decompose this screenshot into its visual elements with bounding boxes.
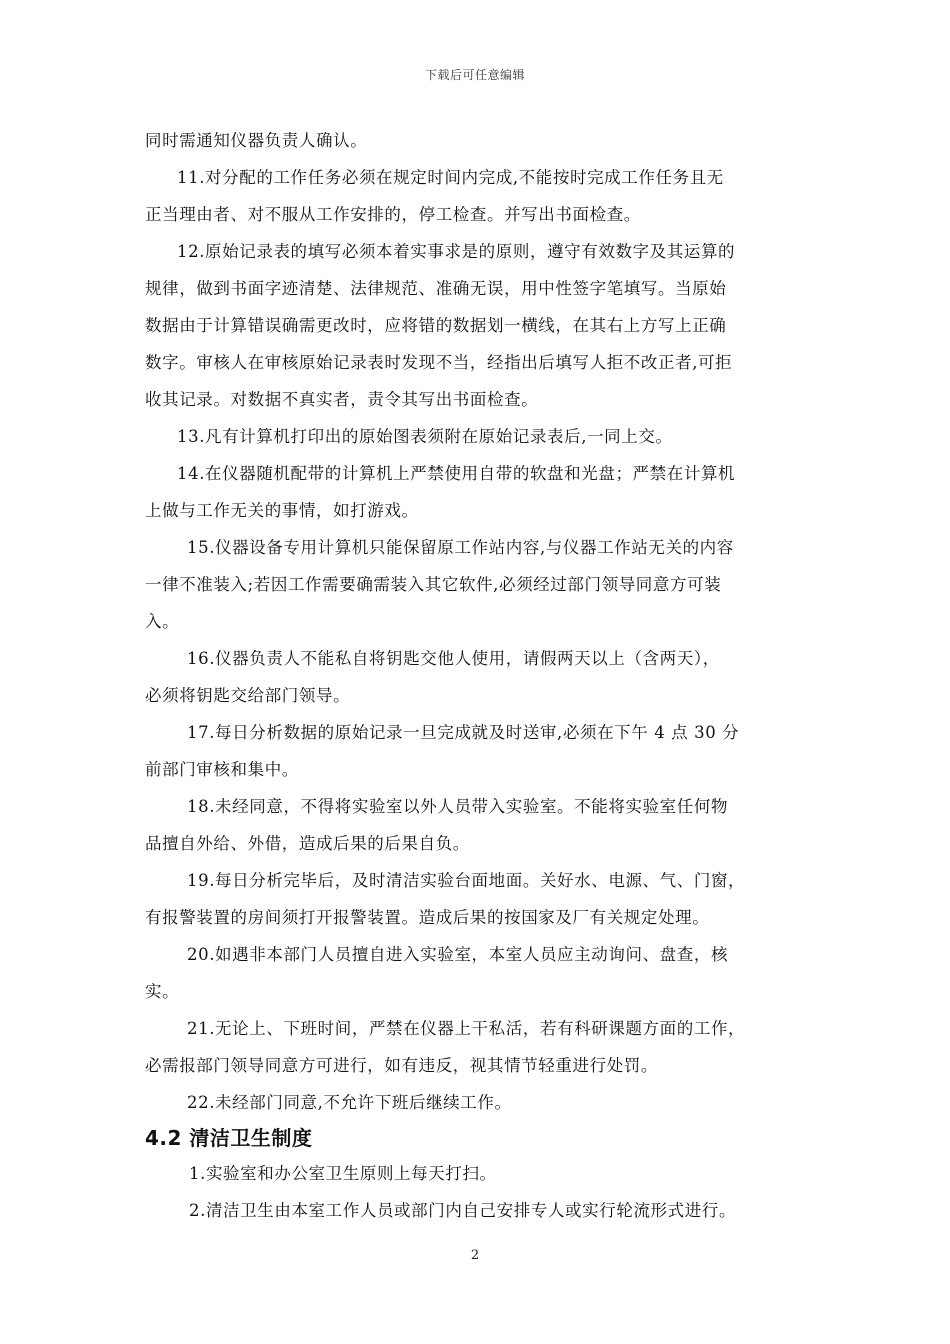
text-line: 有报警装置的房间须打开报警装置。造成后果的按国家及厂有关规定处理。 (145, 908, 710, 927)
rule-item-21 (145, 1010, 813, 1084)
paragraph-continuation (145, 122, 813, 159)
rule-item-14 (145, 455, 813, 529)
text-line: 2.清洁卫生由本室工作人员或部门内自己安排专人或实行轮流形式进行。 (189, 1201, 737, 1220)
rule-item-22 (145, 1084, 813, 1121)
text-line: 同时需通知仪器负责人确认。 (145, 131, 368, 150)
text-line: 1.实验室和办公室卫生原则上每天打扫。 (189, 1164, 497, 1183)
text-line: 14.在仪器随机配带的计算机上严禁使用自带的软盘和光盘；严禁在计算机 (177, 464, 736, 483)
text-line: 20.如遇非本部门人员擅自进入实验室，本室人员应主动询问、盘查，核 (187, 945, 729, 964)
text-line: 11.对分配的工作任务必须在规定时间内完成,不能按时完成工作任务且无 (177, 168, 724, 187)
page-number: 2 (470, 1248, 480, 1263)
rule-item-19 (145, 862, 813, 936)
text-line: 入。 (145, 612, 180, 631)
text-line: 必需报部门领导同意方可进行，如有违反，视其情节轻重进行处罚。 (145, 1056, 658, 1075)
text-line: 22.未经部门同意,不允许下班后继续工作。 (187, 1093, 512, 1112)
text-line: 18.未经同意，不得将实验室以外人员带入实验室。不能将实验室任何物 (187, 797, 729, 816)
text-line: 17.每日分析数据的原始记录一旦完成就及时送审,必须在下午 4 点 30 分 (187, 723, 740, 742)
text-line: 前部门审核和集中。 (145, 760, 299, 779)
rule-item-20 (145, 936, 813, 1010)
rule-item-15 (145, 529, 813, 640)
text-line: 16.仪器负责人不能私自将钥匙交他人使用，请假两天以上（含两天）， (187, 649, 720, 668)
text-line: 收其记录。对数据不真实者，责令其写出书面检查。 (145, 390, 539, 409)
text-line: 12.原始记录表的填写必须本着实事求是的原则，遵守有效数字及其运算的 (177, 242, 736, 261)
text-line: 21.无论上、下班时间，严禁在仪器上干私活，若有科研课题方面的工作， (187, 1019, 746, 1038)
rule-item-11 (145, 159, 813, 233)
text-line: 上做与工作无关的事情，如打游戏。 (145, 501, 419, 520)
page-header: 下载后可任意编辑 (424, 68, 525, 82)
text-line: 规律，做到书面字迹清楚、法律规范、准确无误，用中性签字笔填写。当原始 (145, 279, 727, 298)
text-line: 15.仪器设备专用计算机只能保留原工作站内容,与仪器工作站无关的内容 (187, 538, 734, 557)
rule-item-17 (145, 714, 813, 788)
text-line: 实。 (145, 982, 180, 1001)
text-line: 正当理由者、对不服从工作安排的，停工检查。并写出书面检查。 (145, 205, 641, 224)
text-line: 一律不准装入;若因工作需要确需装入其它软件,必须经过部门领导同意方可装 (145, 575, 722, 594)
rule-item-18 (145, 788, 813, 862)
text-line: 数字。审核人在审核原始记录表时发现不当，经指出后填写人拒不改正者,可拒 (145, 353, 733, 372)
text-line: 19.每日分析完毕后，及时清洁实验台面地面。关好水、电源、气、门窗， (187, 871, 746, 890)
cleaning-rule-2 (145, 1192, 813, 1229)
rule-item-13 (145, 418, 813, 455)
rule-item-16 (145, 640, 813, 714)
rule-item-12 (145, 233, 813, 418)
text-line: 品擅自外给、外借，造成后果的后果自负。 (145, 834, 470, 853)
text-line: 数据由于计算错误确需更改时，应将错的数据划一横线，在其右上方写上正确 (145, 316, 727, 335)
text-line: 13.凡有计算机打印出的原始图表须附在原始记录表后,一同上交。 (177, 427, 673, 446)
text-line: 必须将钥匙交给部门领导。 (145, 686, 351, 705)
document-body (145, 122, 813, 1229)
section-heading: 4.2 清洁卫生制度 (145, 1126, 313, 1150)
cleaning-rule-1 (145, 1155, 813, 1192)
